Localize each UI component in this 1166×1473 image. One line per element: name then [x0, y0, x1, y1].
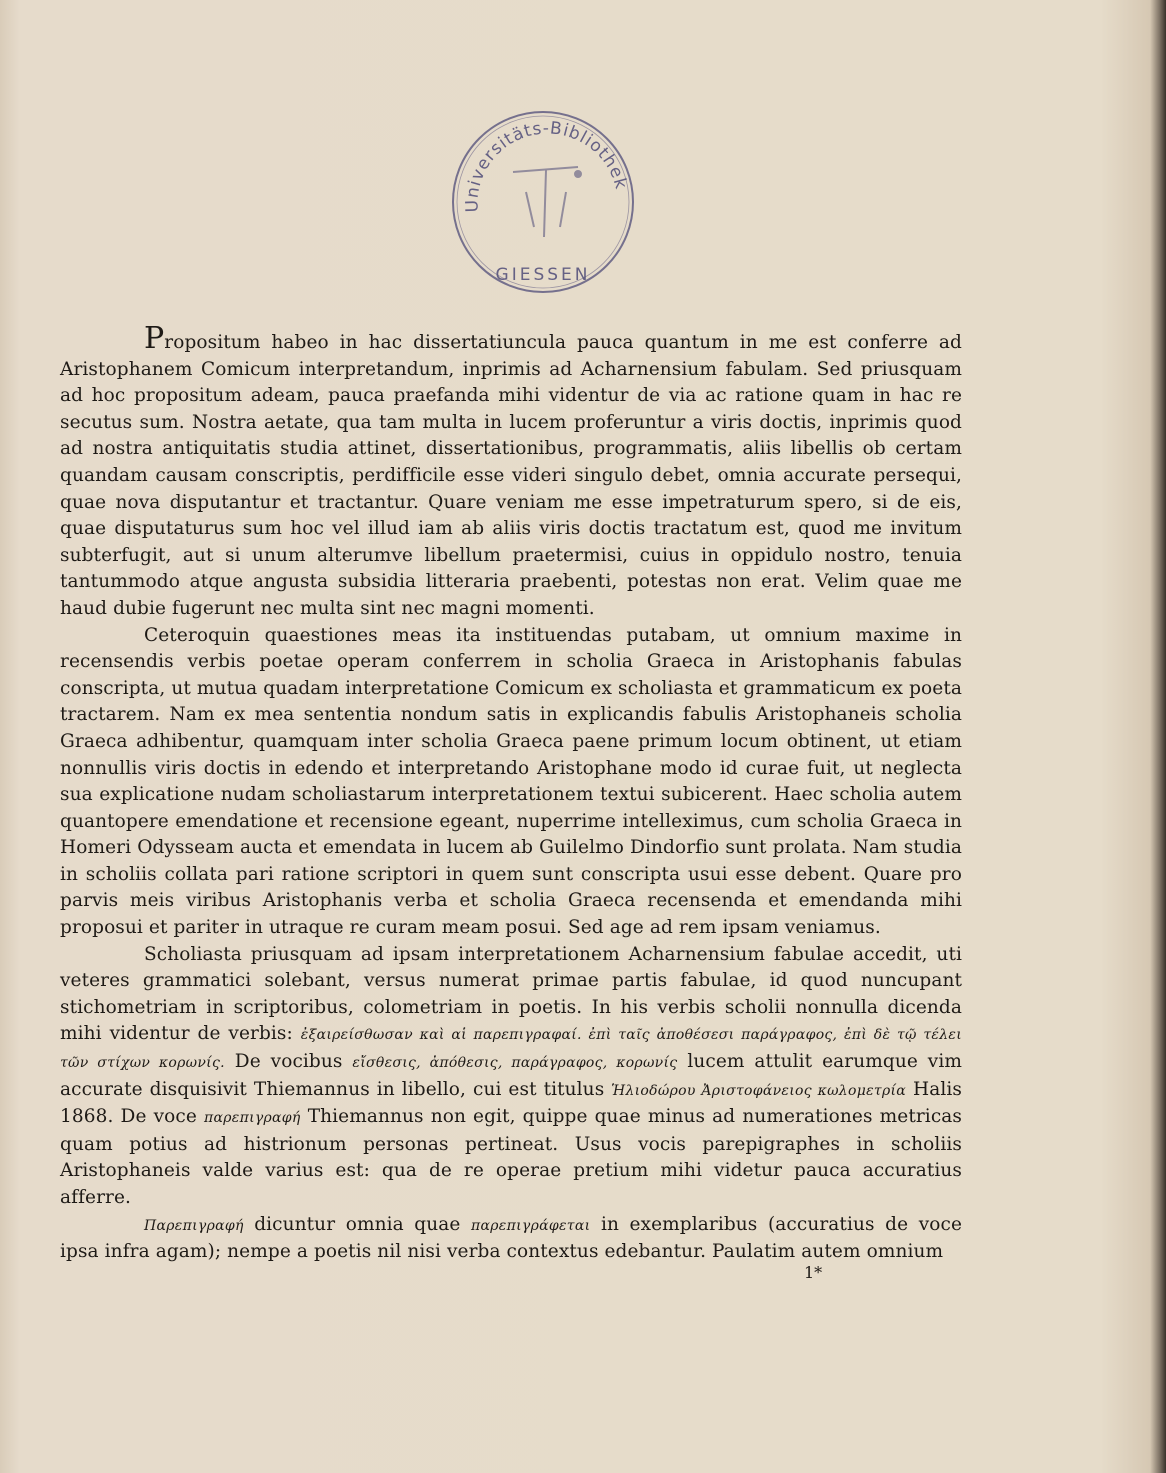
p3-text-4: Halis 1868. De voce	[60, 1078, 963, 1128]
greek-parepigraphetai: παρεπιγράφεται	[471, 1217, 591, 1234]
greek-quote-scholium: ἐξαιρείσθωσαν καὶ αἱ παρεπιγραφαί. ἐπὶ ταῖς ἀποθέσεσι παράγραφος, ἐπὶ δὲ τῷ τέλει τῶν στίχων κορωνίς.	[60, 1027, 962, 1072]
p4-text-2: in exemplaribus (accuratius de voce ipsa infra agam); nempe a poetis nil nisi verba contextus edebantur. Paulatim autem omnium	[60, 1213, 962, 1263]
p4-text-1: dicuntur omnia quae	[254, 1213, 461, 1235]
paragraph-4	[60, 1212, 962, 1266]
paragraph-2: Ceteroquin quaestiones meas ita instituendas putabam, ut omnium maxime in recensendis verbis poetae operam conferrem in scholia Graeca in Aristophanis fabulas conscripta, ut mutua quadam interpretatione Comicum ex scholiasta et grammaticum ex poeta tractarem. Nam ex mea sententia nondum satis in explicandis fabulis Aristophaneis scholia Graeca adhibentur, quamquam inter scholia Graeca paene primum locum obtinent, ut etiam nonnullis viris doctis in edendo et interpretando Aristophane modo id curae fuit, ut neglecta sua explicatione nudam scholiastarum interpretationem textui subicerent. Haec scholia autem quantopere emendatione et recensione egeant, nuperrime intelleximus, cum scholia Graeca in Homeri Odysseam aucta et emendata in lucem ab Guilelmo Dindorfio sunt prolata. Nam studia in scholiis collata pari ratione scriptori in quem sunt conscripta usui esse debent. Quare pro parvis meis viribus Aristophanis verba et scholia Graeca recensenda et emendanda mihi proposui et pariter in utraque re curam meam posui. Sed age ad rem ipsam veniamus.	[60, 624, 962, 939]
greek-parepigraphe: παρεπιγραφή	[203, 1110, 301, 1127]
paragraph-1-text: ropositum habeo in hac dissertatiuncula pauca quantum in me est conferre ad Aristophanem Comicum interpretandum, inprimis ad Acharnensium fabulam. Sed priusquam ad hoc propositum adeam, pauca praefanda mihi videntur de via ac ratione quam in hac re secutus sum. Nostra aetate, qua tam multa in lucem proferuntur a viris doctis, inprimis quod ad nostra antiquitatis studia attinet, dissertationibus, programmatis, aliis libellis ob certam quandam causam conscriptis, perdifficile esse videri singulo debet, omnia accurate persequi, quae nova disputantur et tractantur. Quare veniam me esse impetraturum spero, si de eis, quae disputaturus sum hoc vel illud iam ab aliis viris doctis tractatum est, quod me invitum subterfugit, aut si unum alterumve libellum praetermisi, cuius in oppidulo nostro, tenuia tantummodo atque angusta subsidia litteraria praebenti, potestas non erat. Velim quae me haud dubie fugerunt nec multa sint nec magni momenti.	[60, 332, 962, 619]
p3-text-3: lucem attulit earumque vim accurate disquisivit Thiemannus in libello, cui est titulus	[60, 1051, 962, 1100]
library-stamp	[438, 102, 648, 302]
drop-cap: P	[144, 321, 165, 356]
p3-text-1: Scholiasta priusquam ad ipsam interpretationem Acharnensium fabulae accedit, uti veteres grammatici solebant, versus numerat primae partis fabulae, id quod nuncupant stichometriam in scriptoribus, colometriam in poetis. In his verbis scholii nonnulla dicenda mihi videntur de verbis:	[60, 943, 962, 1045]
body-text	[60, 321, 963, 1266]
paragraph-3	[60, 942, 962, 1212]
greek-title: Ἡλιοδώρου Ἀριστοφάνειος κωλομετρία	[611, 1082, 907, 1099]
paragraph-1	[60, 321, 962, 623]
stamp-emblem	[513, 167, 581, 237]
stamp-ring-text: Universitäts-Bibliothek	[462, 118, 631, 213]
p3-text-5: Thiemannus non egit, quippe quae minus ad numerationes metricas quam potius ad histrionum personas pertineat. Usus vocis parepigraphes in scholiis Aristophaneis valde varius est: qua de re operae pretium mihi videtur pauca accuratius afferre.	[60, 1106, 962, 1208]
greek-terms: εἴσθεσις, ἀπόθεσις, παράγραφος, κορωνίς	[352, 1055, 678, 1072]
p3-text-2: De vocibus	[234, 1051, 343, 1073]
stamp-city: GIESSEN	[495, 265, 591, 285]
svg-text:Universitäts-Bibliothek	[462, 118, 631, 212]
greek-parepigraphe-heading: Παρεπιγραφή	[144, 1217, 244, 1234]
page-number: 1*	[804, 1263, 823, 1282]
